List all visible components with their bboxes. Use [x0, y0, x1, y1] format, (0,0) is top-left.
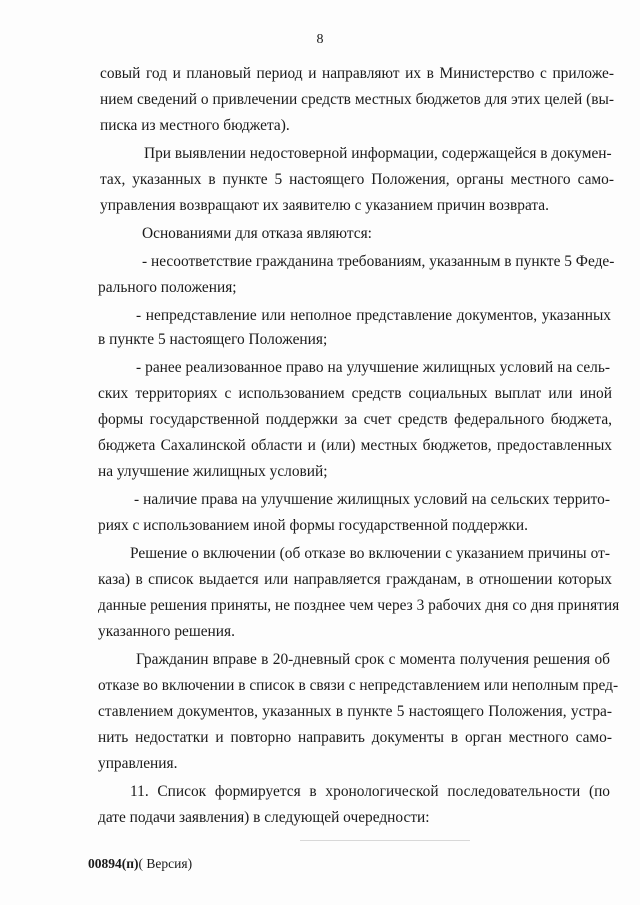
- text-line: нием сведений о привлечении средств местных бюджетов для этих целей (вы-: [100, 91, 614, 108]
- text-line: Основаниями для отказа являются:: [142, 225, 372, 242]
- text-line: ских территориях с использованием средств социальных выплат или иной: [98, 385, 612, 402]
- text-line: - несоответствие гражданина требованиям, указанным в пункте 5 Феде-: [142, 253, 615, 270]
- text-line: - непредставление или неполное представление документов, указанных: [136, 307, 611, 324]
- text-line: совый год и плановый период и направляют их в Министерство с приложе-: [100, 65, 614, 82]
- text-line: Решение о включении (об отказе во включении с указанием причины от-: [130, 545, 610, 562]
- text-line: дате подачи заявления) в следующей очередности:: [98, 809, 430, 826]
- text-line: риях с использованием иной формы государственной поддержки.: [98, 517, 528, 534]
- text-line: ставлением документов, указанных в пункте 5 настоящего Положения, устра-: [98, 703, 612, 720]
- text-line: рального положения;: [98, 279, 237, 296]
- text-line: писка из местного бюджета).: [100, 117, 290, 134]
- scan-mark: [300, 840, 470, 841]
- text-line: - наличие права на улучшение жилищных условий на сельских террито-: [134, 491, 610, 508]
- text-line: нить недостатки и повторно направить документы в орган местного само-: [98, 729, 612, 746]
- document-footer: [88, 856, 192, 872]
- text-line: указанного решения.: [98, 623, 235, 640]
- text-line: Гражданин вправе в 20-дневный срок с момента получения решения об: [136, 651, 610, 668]
- text-line: управления.: [98, 755, 178, 772]
- text-line: управления возвращают их заявителю с указанием причин возврата.: [100, 197, 549, 214]
- text-line: тах, указанных в пункте 5 настоящего Положения, органы местного само-: [100, 171, 614, 188]
- footer-version: ( Версия): [138, 856, 193, 871]
- text-line: бюджета Сахалинской области и (или) местных бюджетов, предоставленных: [98, 437, 612, 454]
- page-number: 8: [316, 32, 324, 47]
- text-line: на улучшение жилищных условий;: [98, 463, 328, 480]
- text-line: отказе во включении в список в связи с непредставлением или неполным пред-: [98, 677, 619, 694]
- text-line: в пункте 5 настоящего Положения;: [98, 331, 328, 348]
- text-line: При выявлении недостоверной информации, содержащейся в докумен-: [144, 145, 612, 162]
- text-line: данные решения приняты, не позднее чем через 3 рабочих дня со дня принятия: [98, 597, 620, 614]
- text-line: - ранее реализованное право на улучшение жилищных условий на сель-: [136, 359, 610, 376]
- text-line: формы государственной поддержки за счет средств федерального бюджета,: [98, 411, 612, 428]
- footer-code: 00894(п): [88, 856, 139, 871]
- text-line: 11. Список формируется в хронологической последовательности (по: [130, 783, 610, 800]
- text-line: каза) в список выдается или направляется гражданам, в отношении которых: [98, 571, 612, 588]
